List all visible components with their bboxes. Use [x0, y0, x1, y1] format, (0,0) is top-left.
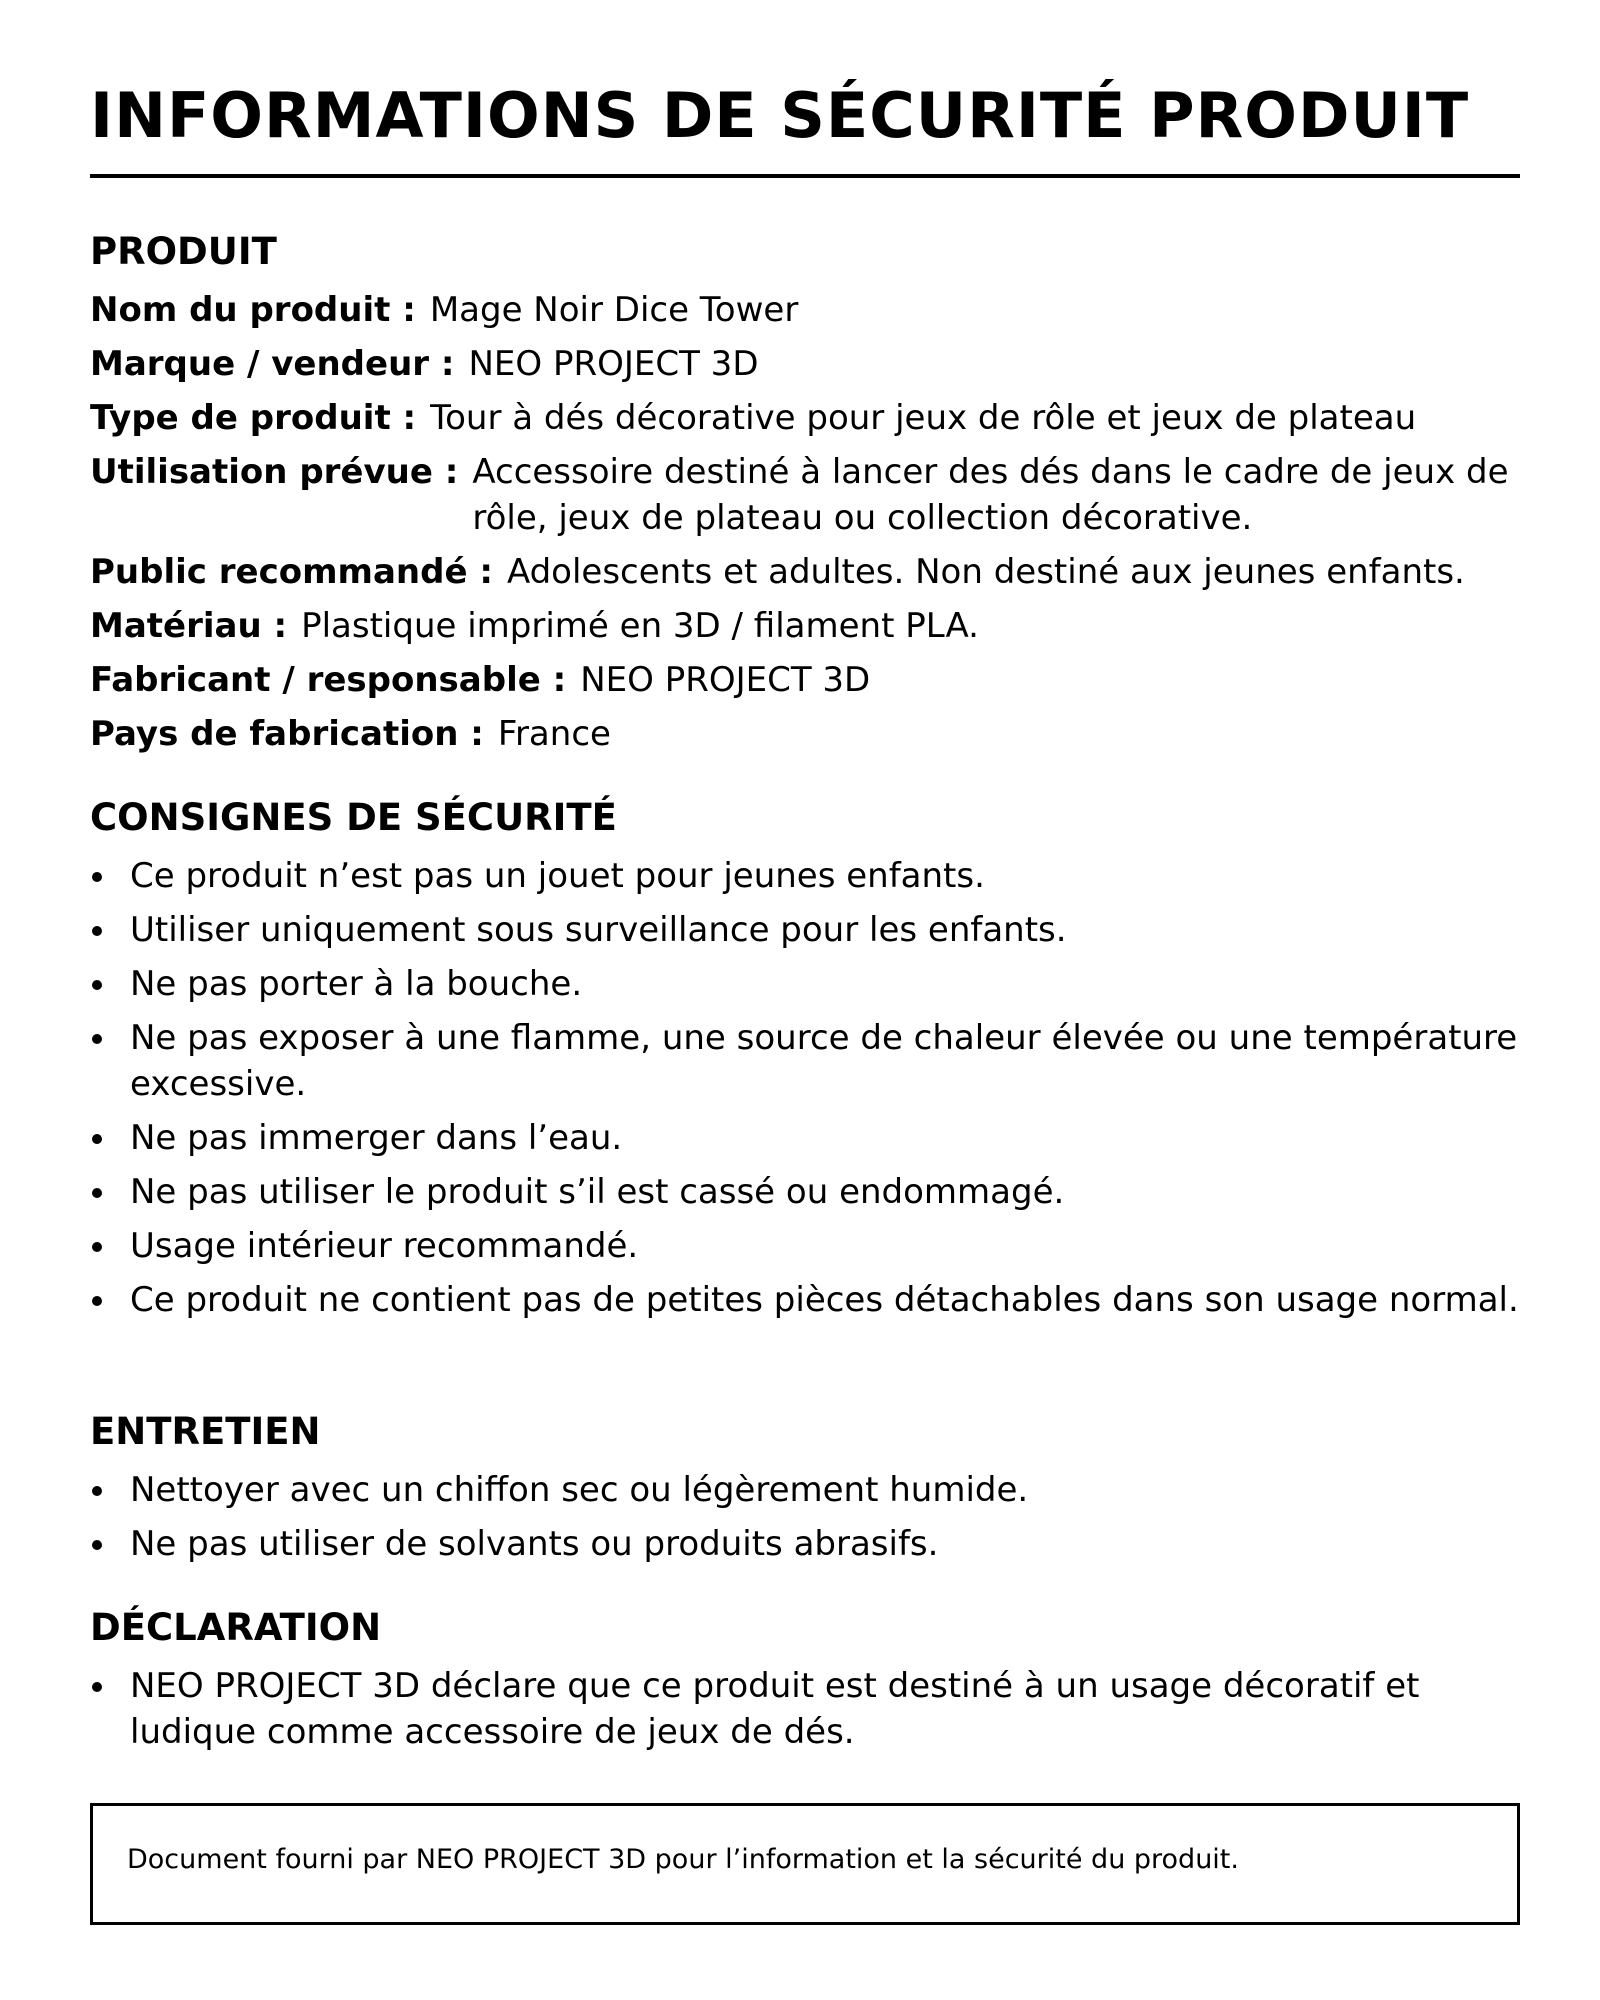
bullet-icon	[92, 1034, 102, 1044]
list-item	[90, 1467, 1520, 1513]
bullet-icon	[92, 1188, 102, 1198]
field-value: NEO PROJECT 3D	[468, 344, 759, 384]
list-item-text: Nettoyer avec un chiffon sec ou légèrement humide.	[130, 1470, 1029, 1510]
field-audience	[90, 549, 1520, 595]
list-item	[90, 853, 1520, 899]
list-item-text: NEO PROJECT 3D déclare que ce produit est destiné à un usage décoratif et ludique comme accessoire de jeux de dés.	[130, 1666, 1420, 1752]
field-label: Fabricant / responsable :	[90, 660, 567, 700]
footer-note-text: Document fourni par NEO PROJECT 3D pour l’information et la sécurité du produit.	[127, 1844, 1239, 1875]
list-item	[90, 961, 1520, 1007]
care-instructions-list	[90, 1467, 1520, 1575]
bullet-icon	[92, 872, 102, 882]
field-label: Public recommandé :	[90, 552, 493, 592]
list-item	[90, 907, 1520, 953]
field-label: Utilisation prévue :	[90, 452, 459, 492]
bullet-icon	[92, 980, 102, 990]
field-value: Plastique imprimé en 3D / filament PLA.	[301, 606, 979, 646]
list-item-text: Ce produit n’est pas un jouet pour jeunes enfants.	[130, 856, 985, 896]
field-product-type	[90, 395, 1520, 441]
footer-note-box	[90, 1803, 1520, 1925]
field-country	[90, 711, 1520, 757]
list-item-text: Ne pas utiliser le produit s’il est cassé ou endommagé.	[130, 1172, 1065, 1212]
list-item-text: Ne pas porter à la bouche.	[130, 964, 583, 1004]
field-label: Type de produit :	[90, 398, 417, 438]
field-value: France	[497, 714, 611, 754]
field-material	[90, 603, 1520, 649]
list-item-text: Utiliser uniquement sous surveillance pour les enfants.	[130, 910, 1067, 950]
field-product-name	[90, 287, 1520, 333]
list-item-text: Usage intérieur recommandé.	[130, 1226, 639, 1266]
field-value: Mage Noir Dice Tower	[429, 290, 799, 330]
section-heading-produit: PRODUIT	[90, 230, 277, 273]
list-item-text: Ne pas exposer à une flamme, une source de chaleur élevée ou une température excessive.	[130, 1018, 1518, 1104]
list-item	[90, 1015, 1520, 1107]
section-heading-entretien: ENTRETIEN	[90, 1410, 321, 1453]
bullet-icon	[92, 1242, 102, 1252]
field-manufacturer	[90, 657, 1520, 703]
section-heading-consignes: CONSIGNES DE SÉCURITÉ	[90, 796, 617, 839]
list-item	[90, 1663, 1520, 1755]
list-item	[90, 1169, 1520, 1215]
bullet-icon	[92, 1134, 102, 1144]
list-item-text: Ne pas utiliser de solvants ou produits abrasifs.	[130, 1524, 939, 1564]
list-item-text: Ne pas immerger dans l’eau.	[130, 1118, 623, 1158]
bullet-icon	[92, 926, 102, 936]
list-item	[90, 1115, 1520, 1161]
field-label: Marque / vendeur :	[90, 344, 455, 384]
field-label: Nom du produit :	[90, 290, 416, 330]
field-value: NEO PROJECT 3D	[580, 660, 871, 700]
bullet-icon	[92, 1486, 102, 1496]
bullet-icon	[92, 1682, 102, 1692]
title-divider	[90, 174, 1520, 178]
list-item	[90, 1223, 1520, 1269]
field-value: Adolescents et adultes. Non destiné aux jeunes enfants.	[506, 552, 1465, 592]
field-brand	[90, 341, 1520, 387]
bullet-icon	[92, 1296, 102, 1306]
list-item	[90, 1277, 1520, 1323]
list-item-text: Ce produit ne contient pas de petites pièces détachables dans son usage normal.	[130, 1280, 1519, 1320]
field-label: Matériau :	[90, 606, 288, 646]
field-intended-use	[90, 449, 1520, 541]
list-item	[90, 1521, 1520, 1567]
section-heading-declaration: DÉCLARATION	[90, 1606, 382, 1649]
field-value: Accessoire destiné à lancer des dés dans le cadre de jeux de rôle, jeux de plateau ou collection décorative.	[472, 452, 1509, 538]
field-value: Tour à dés décorative pour jeux de rôle et jeux de plateau	[430, 398, 1417, 438]
page-title: INFORMATIONS DE SÉCURITÉ PRODUIT	[90, 79, 1470, 152]
bullet-icon	[92, 1540, 102, 1550]
safety-instructions-list	[90, 853, 1520, 1331]
field-label: Pays de fabrication :	[90, 714, 484, 754]
declaration-list	[90, 1663, 1520, 1763]
